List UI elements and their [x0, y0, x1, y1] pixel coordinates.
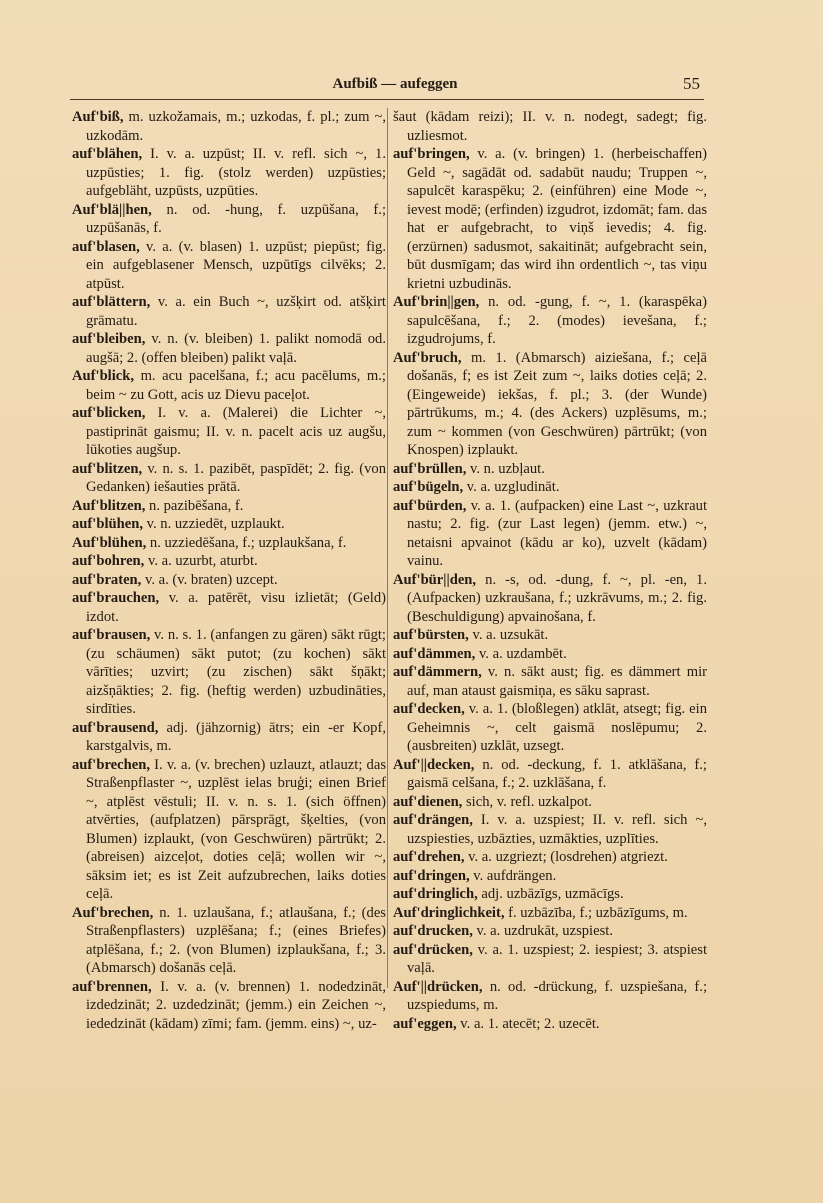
entry-definition: v. a. 1. (aufpacken) eine Last ~, uzkraut nastu; 2. fig. (zur Last legen) (jemm. etw.) ~, netaisni apvainot (kādu ar ko), uzvelt (kādam) vainu. [407, 497, 707, 569]
entry-definition: n. od. -deckung, f. 1. atklāšana, f.; gaismā celšana, f.; 2. uzklāšana, f. [407, 756, 707, 791]
entry-definition: v. n. s. 1. pazibēt, paspīdēt; 2. fig. (von Gedanken) iešauties prātā. [86, 460, 386, 495]
dictionary-entry [393, 848, 707, 867]
entry-headword: Auf'brin||gen, [393, 294, 480, 310]
entry-definition: v. n. s. 1. (anfangen zu gären) sākt rūgt; (zu schäumen) sākt putot; (zu kochen) sākt vārīties; uzvirt; (zu zischen) sākt šņākt; aizšņākties; 2. fig. (heftig werden) uzbudināties, sirdīties. [86, 627, 386, 717]
entry-headword: auf'bügeln, [393, 479, 464, 495]
left-column [72, 108, 386, 1108]
dictionary-entry [72, 534, 386, 553]
dictionary-entry [393, 978, 707, 1015]
entry-definition: n. od. -hung, f. uzpūšana, f.; uzpūšanās, f. [86, 201, 386, 236]
page-number: 55 [683, 74, 700, 93]
entry-definition: adj. (jähzornig) ātrs; ein -er Kopf, karstgalvis, m. [86, 719, 386, 754]
entry-headword: Auf'||drücken, [393, 978, 483, 995]
entry-definition: sich, v. refl. uzkalpot. [462, 793, 592, 810]
page-header-title: Aufbiß — aufeggen [332, 76, 458, 92]
dictionary-entry [393, 700, 707, 756]
entry-definition: v. n. uzziedēt, uzplaukt. [142, 516, 285, 532]
entry-headword: Auf'||decken, [393, 756, 475, 773]
dictionary-entry [393, 145, 707, 293]
dictionary-entry [72, 201, 386, 238]
entry-headword: Auf'bür||den, [393, 571, 477, 588]
entry-headword: Auf'brechen, [72, 904, 154, 921]
entry-definition: v. a. ein Buch ~, uzšķirt od. atšķirt grāmatu. [86, 294, 386, 329]
entry-headword: auf'bürden, [393, 497, 467, 514]
entry-definition: n. 1. uzlaušana, f.; atlaušana, f.; (des Straßenpflasters) uzplēšana; f.; (eines Briefes) atplēšana, f.; 2. (von Blumen) izplaukšana, f.; 3. (Abmarsch) došanās ceļā. [86, 904, 386, 976]
entry-headword: auf'decken, [393, 701, 465, 717]
dictionary-entry [393, 663, 707, 700]
dictionary-entry [72, 497, 386, 516]
entry-definition: v. aufdrängen. [469, 867, 557, 884]
entry-definition: v. a. uzdambēt. [475, 645, 567, 662]
entry-definition: I. v. a. uzpūst; II. v. refl. sich ~, 1. uzpūsties; 1. fig. (stolz werden) uzpūsties; aufgebläht, uzpūsts, uzpūties. [86, 146, 386, 199]
entry-headword: auf'dämmern, [393, 664, 482, 680]
entry-headword: auf'blättern, [72, 294, 151, 310]
entry-definition: v. a. patērēt, visu izlietāt; (Geld) izdot. [86, 590, 386, 625]
entry-headword: auf'brechen, [72, 756, 150, 773]
entry-definition: v. a. uzdrukāt, uzspiest. [472, 923, 613, 939]
entry-definition: v. a. uzsukāt. [468, 627, 549, 643]
dictionary-entry [393, 497, 707, 571]
entry-headword: Auf'blick, [72, 368, 135, 384]
entry-headword: Auf'dringlichkeit, [393, 904, 505, 921]
entry-definition: n. uzziedēšana, f.; uzplaukšana, f. [146, 534, 347, 551]
dictionary-entry [393, 941, 707, 978]
entry-headword: auf'dringlich, [393, 886, 478, 902]
entry-definition: m. acu pacelšana, f.; acu pacēlums, m.; beim ~ zu Gott, acis uz Dievu paceļot. [86, 368, 386, 403]
dictionary-entry [72, 719, 386, 756]
dictionary-entry [72, 626, 386, 719]
dictionary-entry [393, 756, 707, 793]
entry-definition: v. n. (v. bleiben) 1. palikt nomodā od. augšā; 2. (offen bleiben) palikt vaļā. [86, 331, 386, 366]
dictionary-entry [393, 1015, 707, 1034]
entry-definition: f. uzbāzība, f.; uzbāzīgums, m. [504, 904, 688, 921]
dictionary-entry [393, 793, 707, 812]
entry-headword: auf'drehen, [393, 849, 465, 865]
dictionary-entry [72, 589, 386, 626]
entry-headword: auf'brauchen, [72, 590, 160, 606]
entry-headword: auf'blicken, [72, 405, 146, 421]
entry-headword: auf'bohren, [72, 553, 145, 569]
entry-definition: v. a. uzgludināt. [463, 479, 560, 495]
dictionary-entry [393, 867, 707, 886]
entry-definition: I. v. a. (v. brennen) 1. nodedzināt, izdedzināt; 2. uzdedzināt; (jemm.) ein Zeichen ~, iededzināt (kādam) zīmi; fam. (jemm. eins) ~, uz- [86, 978, 386, 1032]
entry-headword: auf'brausen, [72, 627, 151, 643]
entry-headword: auf'dämmen, [393, 645, 476, 662]
dictionary-entry [393, 478, 707, 497]
entry-headword: auf'dienen, [393, 793, 463, 810]
dictionary-entry [72, 552, 386, 571]
entry-headword: auf'blühen, [72, 516, 143, 532]
dictionary-entry [72, 515, 386, 534]
right-column [393, 108, 707, 1108]
entry-definition: n. pazibēšana, f. [145, 497, 244, 514]
dictionary-entry [72, 404, 386, 460]
entry-definition: adj. uzbāzīgs, uzmācīgs. [477, 886, 624, 902]
dictionary-entry [72, 145, 386, 201]
dictionary-entry [393, 293, 707, 349]
dictionary-entry [393, 349, 707, 460]
entry-headword: Auf'blitzen, [72, 497, 146, 514]
header-rule [70, 99, 704, 100]
entry-definition: m. uzkožamais, m.; uzkodas, f. pl.; zum ~, uzkodām. [86, 109, 386, 144]
dictionary-entry [393, 645, 707, 664]
entry-headword: Auf'blä||hen, [72, 201, 152, 218]
dictionary-entry [72, 571, 386, 590]
entry-definition: v. a. (v. bringen) 1. (herbeischaffen) Geld ~, sagādāt od. sadabūt naudu; Truppen ~, sapulcēt karaspēku; 2. (einführen) eine Mode ~, ievest modē; (erfinden) izgudrot, izdomāt; fam. das hat er aufgebracht, to viņš ievedis; 4. fig. (erzürnen) sadusmot, sakaitināt; aufgebracht sein, būt dusmīgam; das wird ihn ordentlich ~, tas viņu krietni uzbudinās. [407, 146, 707, 292]
entry-headword: auf'brausend, [72, 719, 159, 736]
entry-definition: m. 1. (Abmarsch) aiziešana, f.; ceļā došanās, f; es ist Zeit zum ~, laiks doties ceļā; 2. (Eingeweide) iekšas, f. pl.; 3. (der Wunde) pārtrūkums, m.; 4. (des Ackers) uzplēsums, m.; zum ~ kommen (von Geschwüren) pārtrūkt; (von Knospen) izplaukt. [407, 349, 707, 458]
dictionary-entry [72, 238, 386, 294]
entry-headword: Auf'blühen, [72, 534, 147, 551]
entry-definition: v. n. uzbļaut. [466, 460, 545, 477]
entry-definition: I. v. a. (Malerei) die Lichter ~, pastiprināt gaismu; II. v. n. pacelt acis uz augšu, lūkoties augšup. [86, 405, 386, 458]
entry-headword: auf'bringen, [393, 146, 470, 162]
entry-headword: auf'dringen, [393, 867, 470, 884]
entry-headword: auf'bürsten, [393, 627, 469, 643]
entry-definition: v. a. 1. atecēt; 2. uzecēt. [456, 1015, 600, 1032]
entry-headword: auf'bleiben, [72, 331, 146, 347]
entry-definition: v. a. 1. uzspiest; 2. iespiest; 3. atspiest vaļā. [407, 941, 707, 976]
entry-definition: šaut (kādam reizi); II. v. n. nodegt, sadegt; fig. uzliesmot. [393, 109, 707, 144]
dictionary-entry [393, 460, 707, 479]
entry-headword: auf'braten, [72, 571, 142, 588]
entry-definition: n. od. -gung, f. ~, 1. (karaspēka) sapulcēšana, f.; 2. (modes) ievešana, f.; izgudrojums, f. [407, 294, 707, 347]
dictionary-entry [72, 978, 386, 1034]
entry-headword: auf'brennen, [72, 978, 152, 995]
entry-definition: v. a. 1. (bloßlegen) atklāt, atsegt; fig. ein Geheimnis ~, celt gaismā noslēpumu; 2. (ausbreiten) uzklāt, uzsegt. [407, 701, 707, 754]
entry-headword: Auf'bruch, [393, 349, 462, 366]
column-divider [387, 108, 388, 988]
entry-headword: auf'eggen, [393, 1015, 457, 1032]
dictionary-entry [393, 904, 707, 923]
dictionary-entry [72, 367, 386, 404]
entry-headword: auf'drucken, [393, 923, 473, 939]
entry-headword: auf'blasen, [72, 238, 140, 255]
entry-definition: v. n. sākt aust; fig. es dämmert mir auf, man ataust gaismiņa, es sāku saprast. [407, 664, 707, 699]
entry-definition: v. a. (v. blasen) 1. uzpūst; piepūst; fig. ein aufgeblasener Mensch, uzpūtīgs cilvēks; 2. atpūst. [86, 238, 386, 292]
entry-definition: v. a. uzurbt, aturbt. [144, 553, 258, 569]
dictionary-entry [393, 108, 707, 145]
dictionary-entry [72, 904, 386, 978]
entry-headword: Auf'biß, [72, 109, 124, 125]
dictionary-entry [393, 571, 707, 627]
entry-headword: auf'drücken, [393, 941, 473, 958]
entry-definition: n. -s, od. -dung, f. ~, pl. -en, 1. (Aufpacken) uzkraušana, f.; uzkrāvums, m.; 2. fig. (Beschuldigung) apvainošana, f. [407, 571, 707, 625]
dictionary-entry [393, 811, 707, 848]
dictionary-entry [72, 330, 386, 367]
entry-definition: n. od. -drückung, f. uzspiešana, f.; uzspiedums, m. [407, 978, 707, 1013]
dictionary-entry [393, 885, 707, 904]
entry-definition: I. v. a. (v. brechen) uzlauzt, atlauzt; das Straßenpflaster ~, uzplēst ielas bruģi; einen Brief ~, atplēst vēstuli; II. v. n. s. 1. (sich öffnen) atvērties, (aufplatzen) pārsprāgt, šķelties, (von Blumen) izplaukt, (von Geschwüren) pārtrūkt; 2. (abreisen) aizceļot, doties ceļā; wollen wir ~, sāksim iet; es ist Zeit aufzubrechen, laiks doties ceļā. [86, 756, 386, 902]
dictionary-entry [72, 756, 386, 904]
entry-headword: auf'brüllen, [393, 460, 467, 477]
dictionary-entry [72, 460, 386, 497]
dictionary-entry [393, 922, 707, 941]
entry-headword: auf'blähen, [72, 146, 143, 162]
entry-headword: auf'drängen, [393, 812, 473, 828]
dictionary-entry [393, 626, 707, 645]
entry-definition: I. v. a. uzspiest; II. v. refl. sich ~, uzspiesties, uzbāzties, uzmākties, uzplīties. [407, 812, 707, 847]
dictionary-entry [72, 108, 386, 145]
entry-headword: auf'blitzen, [72, 460, 143, 477]
entry-definition: v. a. uzgriezt; (losdrehen) atgriezt. [464, 849, 668, 865]
dictionary-entry [72, 293, 386, 330]
entry-definition: v. a. (v. braten) uzcept. [141, 571, 278, 588]
